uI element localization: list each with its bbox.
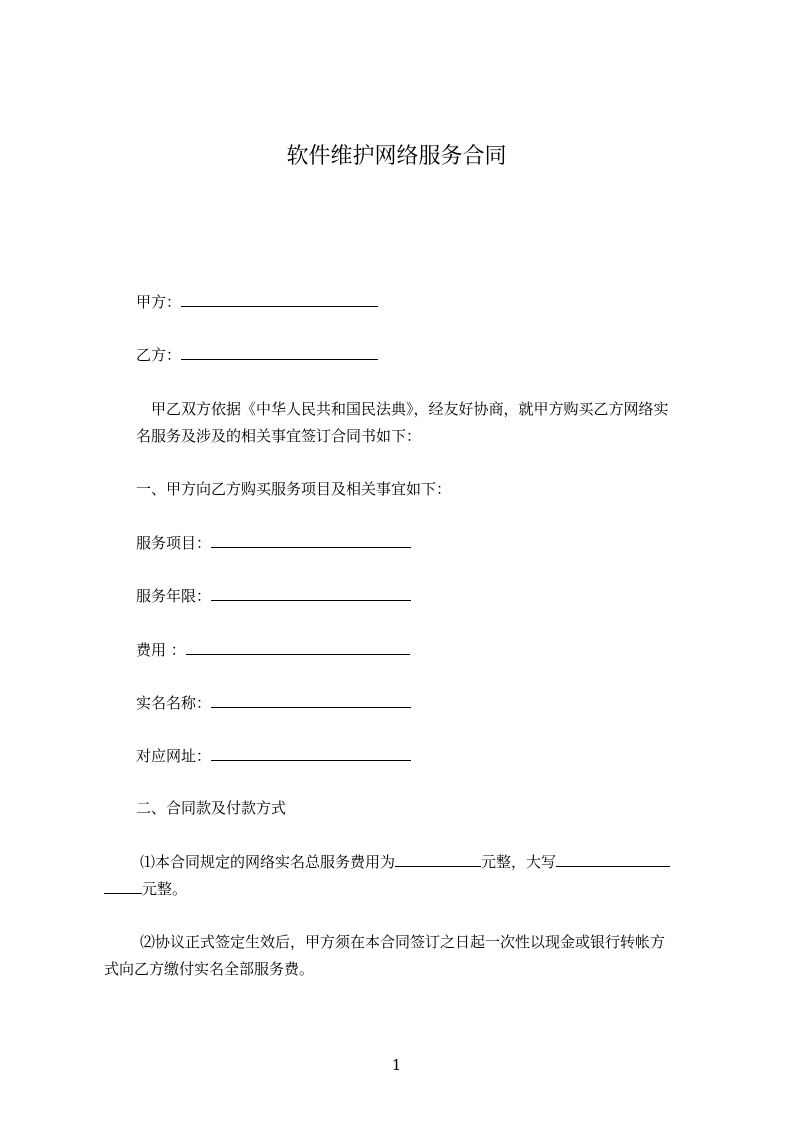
clause-1-line-1	[140, 850, 670, 873]
field-blank	[211, 744, 411, 761]
field-label: 费用 ：	[136, 641, 186, 659]
amount-words-blank	[556, 850, 670, 867]
field-url	[136, 744, 411, 767]
intro-line-2: 名服务及涉及的相关事宜签订合同书如下：	[136, 427, 422, 445]
page-title: 软件维护网络服务合同	[286, 144, 507, 169]
party-a-blank	[181, 290, 378, 307]
field-service-years	[136, 584, 411, 607]
party-b-blank	[181, 343, 378, 360]
party-b-label: 乙方：	[136, 346, 182, 364]
amount-blank	[395, 850, 481, 867]
field-blank	[211, 584, 411, 601]
section2-heading: 二、合同款及付款方式	[136, 799, 287, 817]
intro-line-1: 甲乙双方依据《中华人民共和国民法典》，经友好协商，就甲方购买乙方网络实	[136, 400, 669, 418]
party-a-line	[136, 290, 378, 313]
amount-words-blank-cont	[104, 877, 142, 894]
field-label: 对应网址：	[136, 747, 212, 765]
field-blank	[186, 638, 410, 655]
field-blank	[211, 691, 411, 708]
party-b-line	[136, 343, 378, 366]
clause-1-line-2	[104, 877, 187, 900]
field-label: 服务项目：	[136, 534, 212, 552]
party-a-label: 甲方：	[136, 293, 182, 311]
field-label: 实名名称：	[136, 694, 212, 712]
clause-1-text-c: 元整。	[142, 880, 188, 898]
page-number: 1	[391, 1056, 402, 1074]
field-real-name	[136, 691, 411, 714]
field-service-item	[136, 531, 411, 554]
field-blank	[211, 531, 411, 548]
field-fee	[136, 638, 410, 661]
clause-2-line-1: ⑵协议正式签定生效后，甲方须在本合同签订之日起一次性以现金或银行转帐方	[140, 933, 666, 951]
clause-2-line-2: 式向乙方缴付实名全部服务费。	[104, 960, 315, 978]
clause-1-text-b: 元整，大写	[481, 853, 557, 871]
clause-1-text-a: ⑴本合同规定的网络实名总服务费用为	[140, 853, 396, 871]
section1-heading: 一、甲方向乙方购买服务项目及相关事宜如下：	[136, 480, 452, 498]
field-label: 服务年限：	[136, 587, 212, 605]
